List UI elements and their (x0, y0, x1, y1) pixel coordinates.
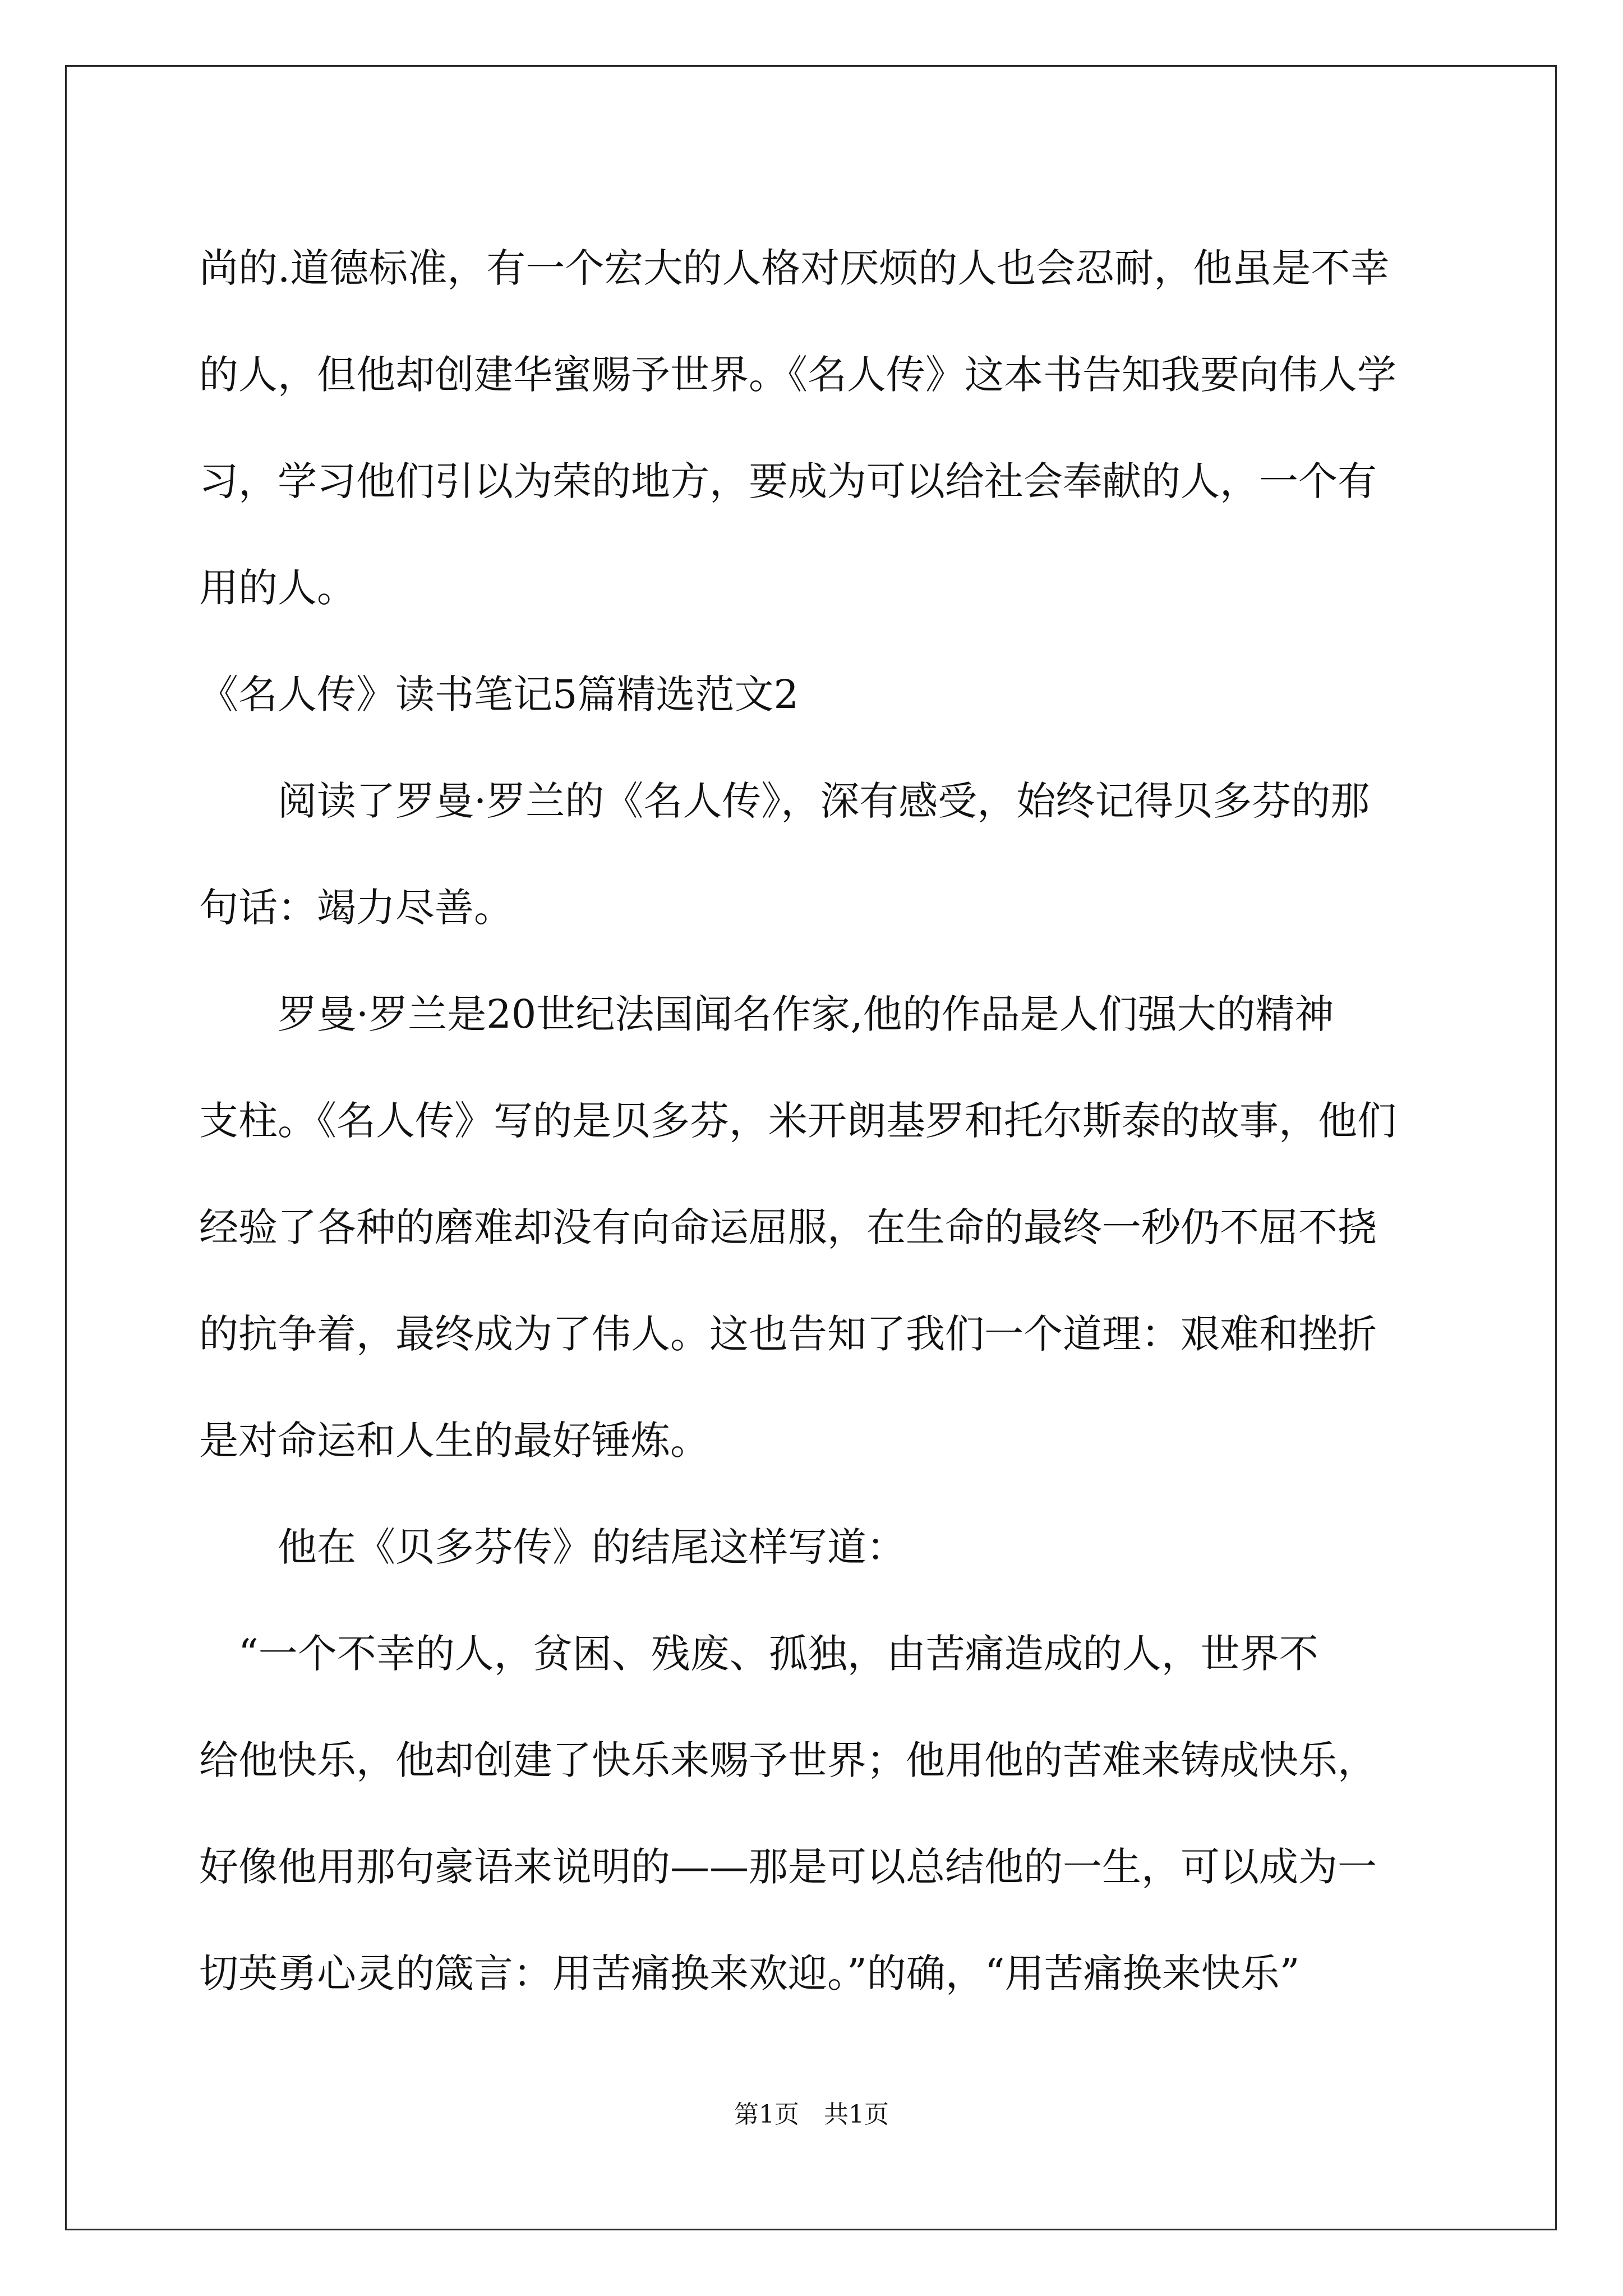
document-body (199, 215, 1427, 2027)
quote-line: 好像他用那句豪语来说明的——那是可以总结他的一生，可以成为一 (199, 1844, 1377, 1890)
text-line: 用的人。 (199, 565, 356, 611)
quote-line: 切英勇心灵的箴言：用苦痛换来欢迎。”的确，“用苦痛换来快乐” (199, 1950, 1300, 1996)
text-line: 罗曼·罗兰是20世纪法国闻名作家,他的作品是人们强大的精神 (199, 991, 1334, 1037)
text-line: 他在《贝多芬传》的结尾这样写道： (199, 1524, 906, 1570)
text-line: 的抗争着，最终成为了伟人。这也告知了我们一个道理：艰难和挫折 (199, 1311, 1377, 1357)
text-line: 是对命运和人生的最好锤炼。 (199, 1418, 709, 1464)
quote-line: “一个不幸的人，贫困、残废、孤独，由苦痛造成的人，世界不 (199, 1631, 1318, 1677)
text-line: 阅读了罗曼·罗兰的《名人传》，深有感受，始终记得贝多芬的那 (199, 778, 1370, 824)
text-line: 支柱。《名人传》写的是贝多芬，米开朗基罗和托尔斯泰的故事，他们 (199, 1098, 1396, 1144)
section-heading: 《名人传》读书笔记5篇精选范文2 (199, 671, 799, 717)
page-number-footer: 第1页 共1页 (734, 2100, 889, 2129)
quote-line: 给他快乐，他却创建了快乐来赐予世界；他用他的苦难来铸成快乐， (199, 1737, 1377, 1783)
text-line: 的人，但他却创建华蜜赐予世界。《名人传》这本书告知我要向伟人学 (199, 352, 1396, 398)
text-line: 句话：竭力尽善。 (199, 885, 513, 931)
text-line: 尚的.道德标准，有一个宏大的人格对厌烦的人也会忍耐，他虽是不幸 (199, 245, 1390, 291)
text-line: 习，学习他们引以为荣的地方，要成为可以给社会奉献的人，一个有 (199, 458, 1377, 504)
text-line: 经验了各种的磨难却没有向命运屈服，在生命的最终一秒仍不屈不挠 (199, 1204, 1377, 1250)
